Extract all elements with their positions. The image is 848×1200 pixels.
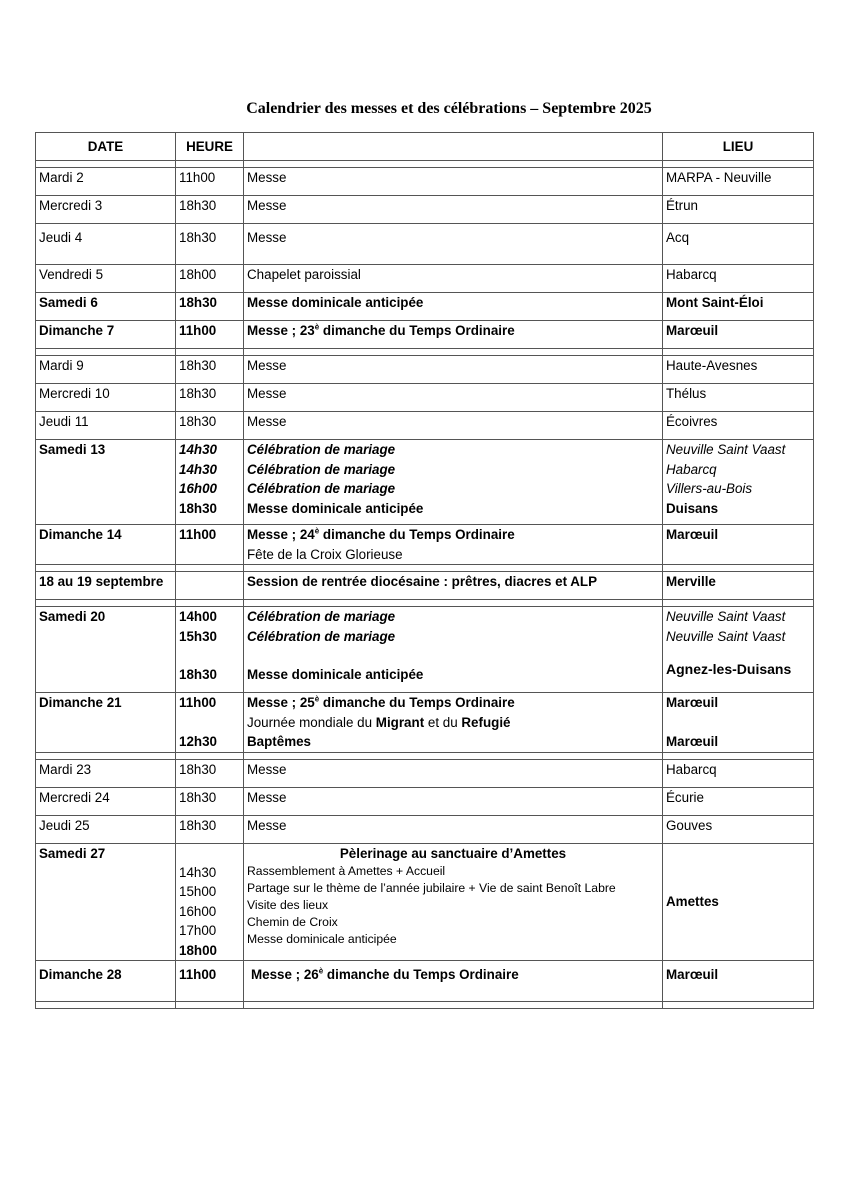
table-row	[36, 440, 814, 525]
table-row	[36, 815, 814, 843]
place-cell: Écurie	[663, 787, 814, 815]
place-cell: Marœuil	[663, 525, 814, 565]
event-cell: Messe	[244, 787, 663, 815]
place-cell: Habarcq	[663, 265, 814, 293]
place-cell: Marœuil	[663, 321, 814, 349]
date-cell: Samedi 13	[36, 440, 176, 525]
pilgrimage-heading: Pèlerinage au sanctuaire d’Amettes	[339, 845, 567, 861]
time-cell: 18h30	[176, 356, 244, 384]
time-cell: 18h30	[176, 759, 244, 787]
place-cell: Merville	[663, 572, 814, 600]
table-row	[36, 293, 814, 321]
place-cell: Gouves	[663, 815, 814, 843]
place-cell: Amettes	[663, 843, 814, 961]
table-row	[36, 607, 814, 693]
time-cell: 11h00	[176, 168, 244, 196]
date-cell: Dimanche 14	[36, 525, 176, 565]
time-cell: 18h00	[176, 265, 244, 293]
place-cell: Mont Saint-Éloi	[663, 293, 814, 321]
event-cell: Messe	[244, 356, 663, 384]
date-cell: Dimanche 7	[36, 321, 176, 349]
date-cell: Dimanche 21	[36, 693, 176, 753]
table-row	[36, 787, 814, 815]
date-cell: 18 au 19 septembre	[36, 572, 176, 600]
table-row	[36, 265, 814, 293]
date-cell: Vendredi 5	[36, 265, 176, 293]
event-cell: Messe	[244, 224, 663, 265]
time-cell: 18h30	[176, 293, 244, 321]
place-cell: Habarcq	[663, 759, 814, 787]
time-cell: 18h30	[176, 384, 244, 412]
table-row	[36, 384, 814, 412]
place-cell: Neuville Saint Vaast Neuville Saint Vaast Agnez-les-Duisans	[663, 607, 814, 693]
time-cell: 18h30	[176, 815, 244, 843]
time-cell: 11h00	[176, 961, 244, 1002]
table-row	[36, 321, 814, 349]
header-place: LIEU	[663, 133, 814, 161]
place-cell: Marœuil	[663, 961, 814, 1002]
time-cell: 11h00	[176, 525, 244, 565]
schedule-table	[35, 132, 814, 1009]
time-cell	[176, 572, 244, 600]
event-cell: Messe	[244, 196, 663, 224]
date-cell: Mardi 2	[36, 168, 176, 196]
table-row	[36, 168, 814, 196]
event-cell: Messe dominicale anticipée	[244, 293, 663, 321]
header-event	[244, 133, 663, 161]
table-row	[36, 843, 814, 961]
event-cell: Messe	[244, 168, 663, 196]
place-cell: Haute-Avesnes	[663, 356, 814, 384]
date-cell: Mercredi 3	[36, 196, 176, 224]
table-row	[36, 412, 814, 440]
event-cell: Messe	[244, 815, 663, 843]
place-cell: Thélus	[663, 384, 814, 412]
date-cell: Mercredi 10	[36, 384, 176, 412]
table-row	[36, 224, 814, 265]
event-cell: Messe ; $23^è$ dimanche du Temps Ordinaire	[244, 321, 663, 349]
table-row	[36, 693, 814, 753]
event-cell: Messe ; $25^è$ dimanche du Temps Ordinaire Journée mondiale du Migrant et du Refugié Baptêmes	[244, 693, 663, 753]
table-row	[36, 759, 814, 787]
date-cell: Samedi 6	[36, 293, 176, 321]
event-cell: Session de rentrée diocésaine : prêtres, diacres et ALP	[244, 572, 663, 600]
time-cell: 14h00 15h30 18h30	[176, 607, 244, 693]
time-cell: 14h30 15h00 16h00 17h00 18h00	[176, 843, 244, 961]
event-cell: Messe ; $26^è$ dimanche du Temps Ordinaire	[244, 961, 663, 1002]
header-date: DATE	[36, 133, 176, 161]
place-cell: Étrun	[663, 196, 814, 224]
date-cell: Samedi 27	[36, 843, 176, 961]
time-cell: 18h30	[176, 196, 244, 224]
date-cell: Jeudi 4	[36, 224, 176, 265]
date-cell: Samedi 20	[36, 607, 176, 693]
table-row	[36, 961, 814, 1002]
event-cell: Chapelet paroissial	[244, 265, 663, 293]
time-cell: 18h30	[176, 787, 244, 815]
place-cell: Marœuil Marœuil	[663, 693, 814, 753]
time-cell: 14h30 14h30 16h00 18h30	[176, 440, 244, 525]
date-cell: Jeudi 25	[36, 815, 176, 843]
place-cell: Écoivres	[663, 412, 814, 440]
table-header-row	[36, 133, 814, 161]
table-row	[36, 356, 814, 384]
event-cell: Célébration de mariage Célébration de mariage Messe dominicale anticipée	[244, 607, 663, 693]
event-cell: Pèlerinage au sanctuaire d’Amettes Rassemblement à Amettes + Accueil Partage sur le thème de l’année jubilaire + Vie de saint Benoît Labre Visite des lieux Chemin de Croix Messe dominicale anticipée	[244, 843, 663, 961]
event-cell: Messe ; $24^è$ dimanche du Temps Ordinaire Fête de la Croix Glorieuse	[244, 525, 663, 565]
place-cell: MARPA - Neuville	[663, 168, 814, 196]
date-cell: Mardi 9	[36, 356, 176, 384]
date-cell: Dimanche 28	[36, 961, 176, 1002]
date-cell: Mercredi 24	[36, 787, 176, 815]
date-cell: Mardi 23	[36, 759, 176, 787]
event-cell: Célébration de mariage Célébration de mariage Célébration de mariage Messe dominicale anticipée	[244, 440, 663, 525]
table-row	[36, 572, 814, 600]
page-title: Calendrier des messes et des célébrations – Septembre 2025	[246, 100, 652, 117]
time-cell: 18h30	[176, 412, 244, 440]
place-cell: Acq	[663, 224, 814, 265]
event-cell: Messe	[244, 384, 663, 412]
time-cell: 18h30	[176, 224, 244, 265]
event-cell: Messe	[244, 759, 663, 787]
time-cell: 11h00 12h30	[176, 693, 244, 753]
time-cell: 11h00	[176, 321, 244, 349]
date-cell: Jeudi 11	[36, 412, 176, 440]
table-row	[36, 525, 814, 565]
header-time: HEURE	[176, 133, 244, 161]
event-cell: Messe	[244, 412, 663, 440]
table-row	[36, 196, 814, 224]
place-cell: Neuville Saint Vaast Habarcq Villers-au-Bois Duisans	[663, 440, 814, 525]
